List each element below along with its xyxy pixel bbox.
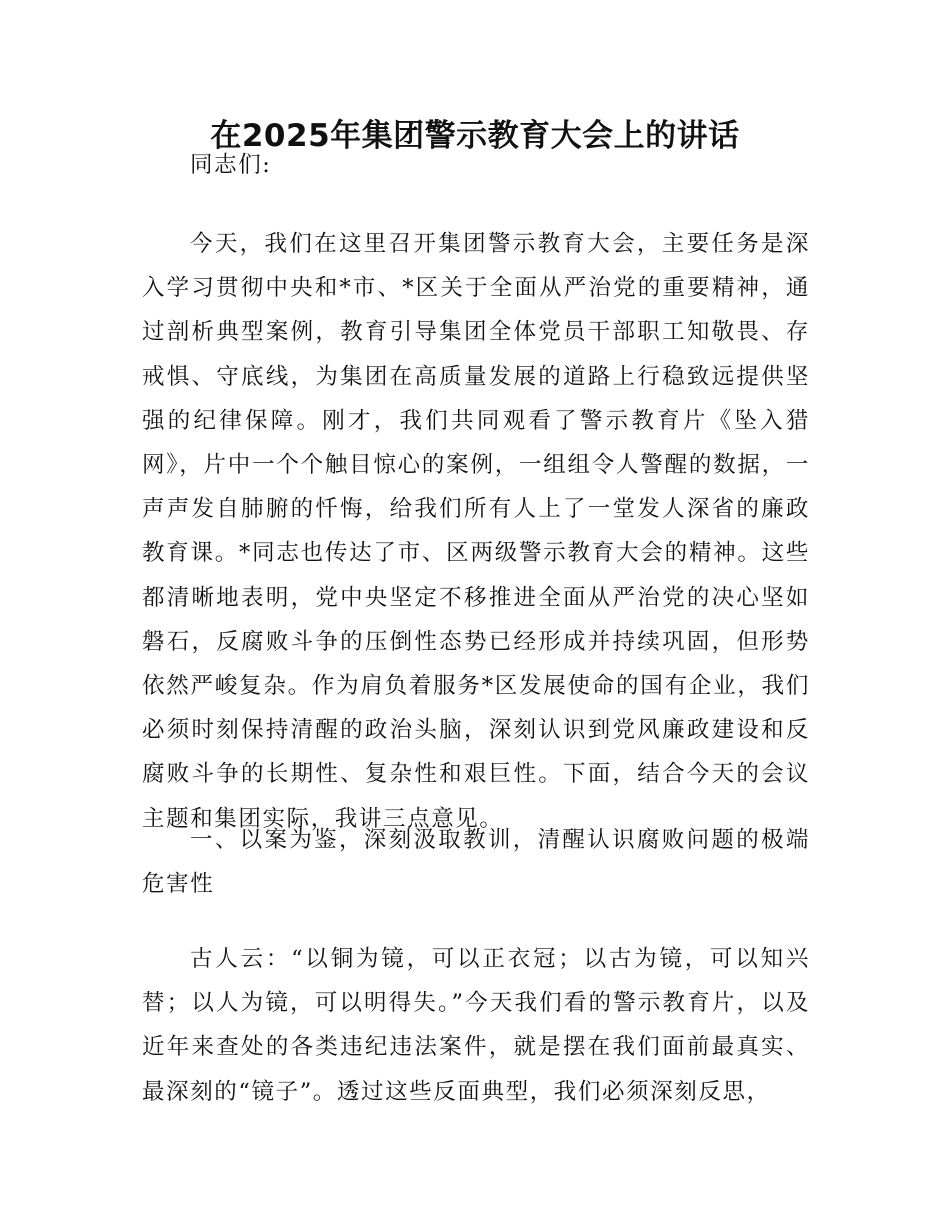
salutation: 同志们:	[190, 152, 272, 178]
paragraph-intro: 今天，我们在这里召开集团警示教育大会，主要任务是深入学习贯彻中央和*市、*区关于全面从严治党的重要精神，通过剖析典型案例，教育引导集团全体党员干部职工知敬畏、存戒惧、守底线，为集团在高质量发展的道路上行稳致远提供坚强的纪律保障。刚才，我们共同观看了警示教育片《坠入猎网》，片中一个个触目惊心的案例，一组组令人警醒的数据，一声声发自肺腑的忏悔，给我们所有人上了一堂发人深省的廉政教育课。*同志也传达了市、区两级警示教育大会的精神。这些都清晰地表明，党中央坚定不移推进全面从严治党的决心坚如磐石，反腐败斗争的压倒性态势已经形成并持续巩固，但形势依然严峻复杂。作为肩负着服务*区发展使命的国有企业，我们必须时刻保持清醒的政治头脑，深刻认识到党风廉政建设和反腐败斗争的长期性、复杂性和艰巨性。下面，结合今天的会议主题和集团实际，我讲三点意见。	[142, 231, 810, 832]
document-title: 在2025年集团警示教育大会上的讲话	[210, 118, 740, 154]
section-heading-1: 一、以案为鉴，深刻汲取教训，清醒认识腐败问题的极端危害性	[142, 827, 810, 898]
paragraph-section-1: 古人云：“以铜为镜，可以正衣冠；以古为镜，可以知兴替；以人为镜，可以明得失。”今天我们看的警示教育片，以及近年来查处的各类违纪违法案件，就是摆在我们面前最真实、最深刻的“镜子”。透过这些反面典型，我们必须深刻反思，	[142, 946, 810, 1105]
